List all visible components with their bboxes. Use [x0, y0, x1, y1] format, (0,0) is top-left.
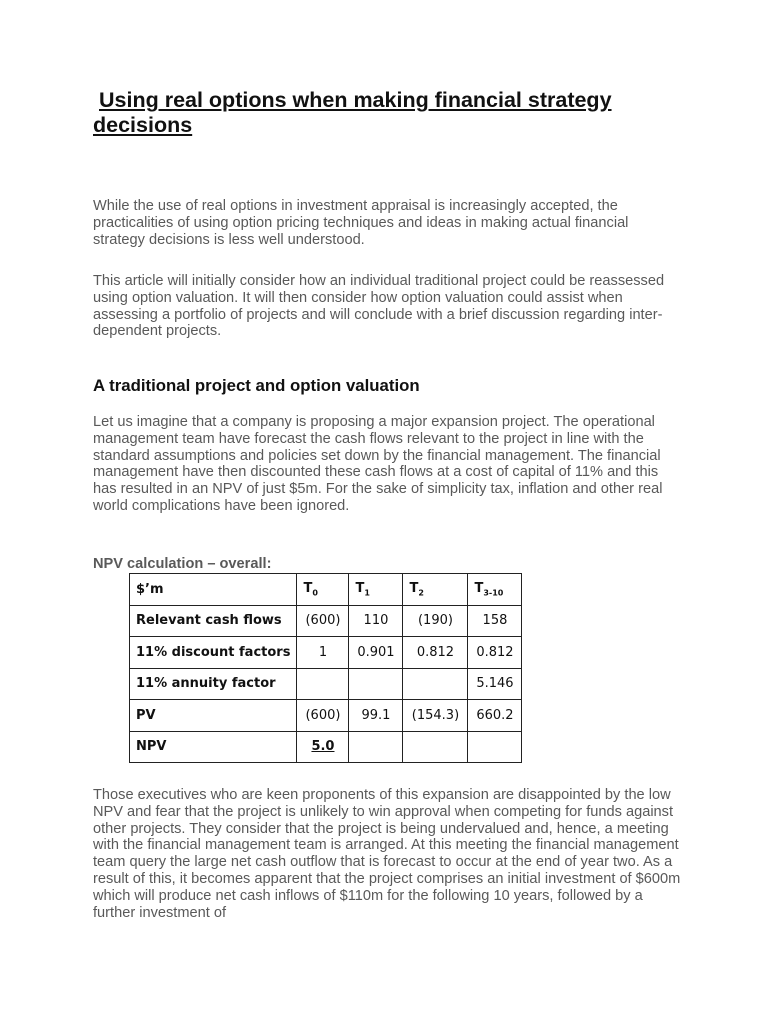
table-cell: 0.812	[403, 637, 468, 669]
table-cell	[297, 668, 349, 700]
npv-value: 5.0	[311, 739, 335, 755]
table-cell: 660.2	[468, 700, 522, 732]
table-cell: (600)	[297, 605, 349, 637]
row-label: 11% discount factors	[130, 637, 297, 669]
table-cell: 110	[349, 605, 403, 637]
npv-value-cell	[297, 731, 349, 763]
table-cell: (190)	[403, 605, 468, 637]
table-cell: 99.1	[349, 700, 403, 732]
page-title: Using real options when making financial strategy decisions	[93, 88, 612, 137]
intro-paragraph-2: This article will initially consider how an individual traditional project could be reassessed using option valuation. It will then consider how option valuation could assist when assessing a portfolio of projects and will conclude with a brief discussion regarding inter-dependent projects.	[93, 273, 665, 340]
table-row	[130, 605, 522, 637]
table-cell: 158	[468, 605, 522, 637]
table-cell	[349, 731, 403, 763]
section-heading: A traditional project and option valuation	[93, 376, 420, 395]
table-cell: 1	[297, 637, 349, 669]
table-row	[130, 731, 522, 763]
table-header-row	[130, 574, 522, 606]
header-t2: $T_2$	[403, 574, 468, 606]
table-cell	[349, 668, 403, 700]
table-cell	[403, 731, 468, 763]
closing-paragraph: Those executives who are keen proponents of this expansion are disappointed by the low NPV and fear that the project is unlikely to win approval when competing for funds against other projects. They consider that the project is being undervalued and, hence, a meeting with the financial management team is arranged. At this meeting the financial management team query the large net cash outflow that is forecast to occur at the end of year two. As a result of this, it becomes apparent that the project comprises an initial investment of $600m which will produce net cash inflows of $110m for the following 10 years, followed by a further investment of	[93, 787, 681, 921]
table-row	[130, 637, 522, 669]
header-t0: $T_0$	[297, 574, 349, 606]
npv-table	[129, 573, 522, 763]
table-cell: 0.812	[468, 637, 522, 669]
table-row	[130, 700, 522, 732]
table-cell: (600)	[297, 700, 349, 732]
row-label: 11% annuity factor	[130, 668, 297, 700]
header-label: $’m	[130, 574, 297, 606]
row-label: NPV	[130, 731, 297, 763]
table-cell: 0.901	[349, 637, 403, 669]
intro-paragraph-1: While the use of real options in investment appraisal is increasingly accepted, the practicalities of using option pricing techniques and ideas in making actual financial strategy decisions is less well understood.	[93, 198, 629, 248]
table-cell: (154.3)	[403, 700, 468, 732]
table-cell	[468, 731, 522, 763]
table-caption: NPV calculation – overall:	[93, 556, 272, 572]
header-t3-10: $T_{3-10}$	[468, 574, 522, 606]
table-cell: 5.146	[468, 668, 522, 700]
header-t1: $T_1$	[349, 574, 403, 606]
table-row	[130, 668, 522, 700]
table-cell	[403, 668, 468, 700]
row-label: Relevant cash flows	[130, 605, 297, 637]
row-label: PV	[130, 700, 297, 732]
section-paragraph: Let us imagine that a company is proposing a major expansion project. The operational management team have forecast the cash flows relevant to the project in line with the standard assumptions and policies set down by the financial management. The financial management have then discounted these cash flows at a cost of capital of 11% and this has resulted in an NPV of just $5m. For the sake of simplicity tax, inflation and other real world complications have been ignored.	[93, 414, 663, 514]
